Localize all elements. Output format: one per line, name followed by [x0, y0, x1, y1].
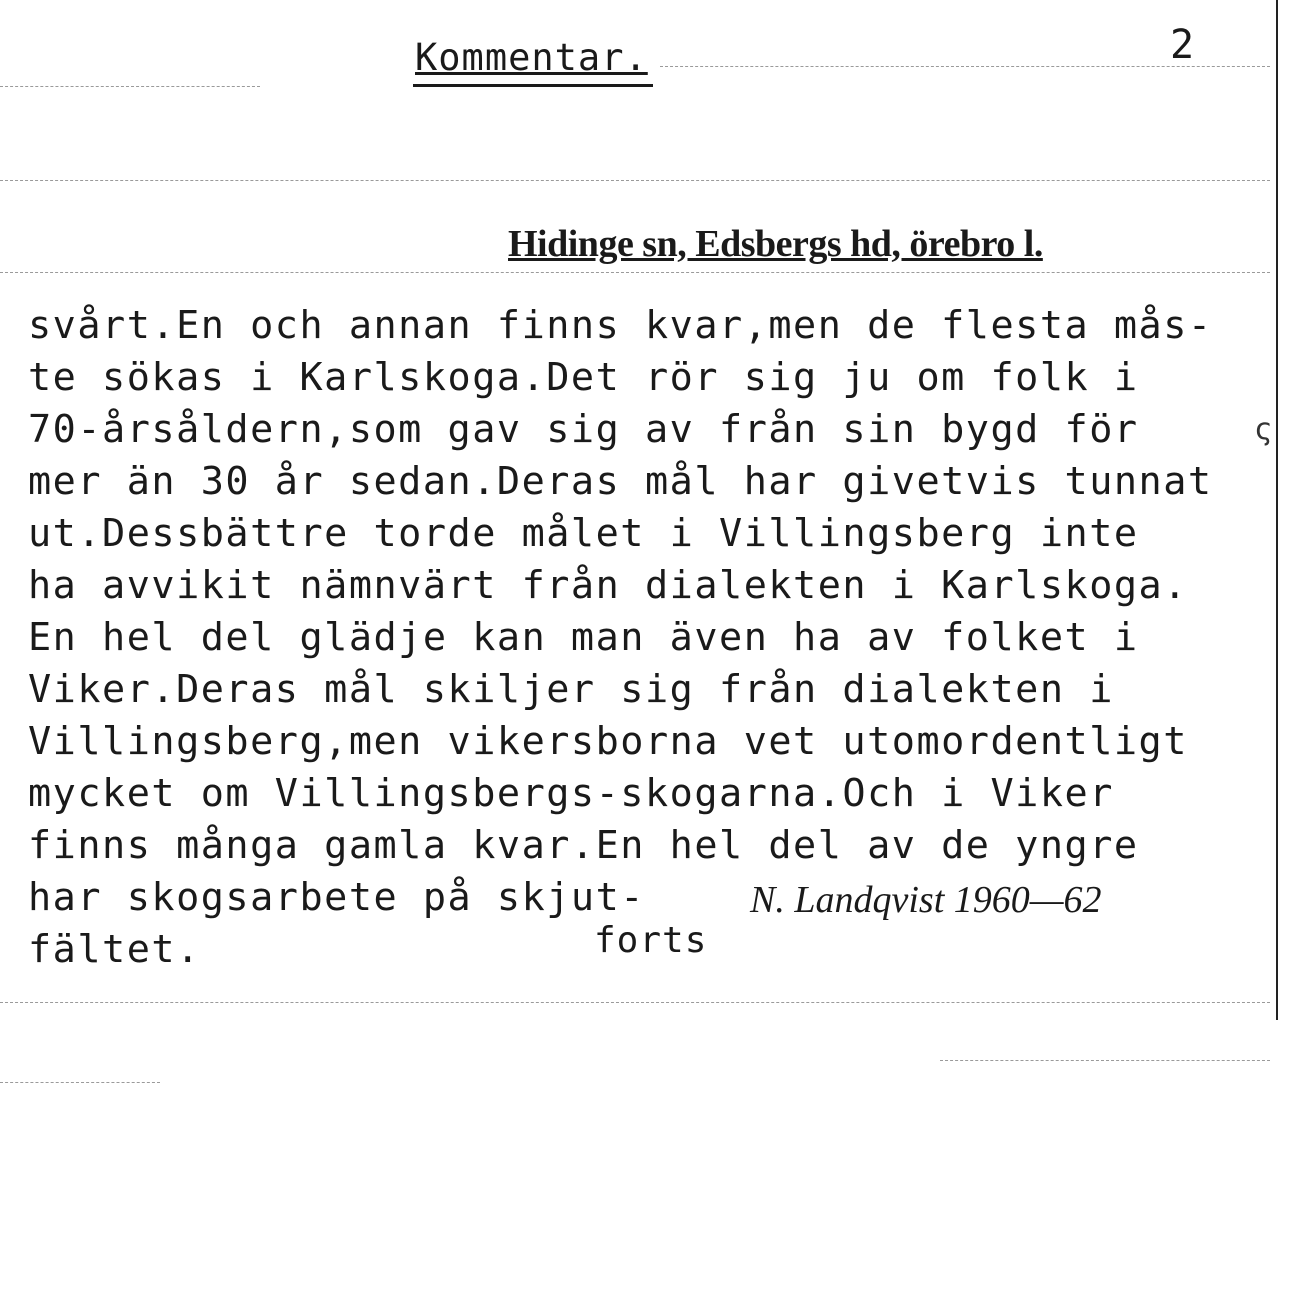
text-line: Villingsberg,men vikersborna vet utomordentligt — [28, 719, 1188, 764]
text-line: ut.Dessbättre torde målet i Villingsberg inte — [28, 511, 1139, 556]
text-line: mycket om Villingsbergs-skogarna.Och i Viker — [28, 771, 1114, 816]
location-stamp: Hidinge sn, Edsbergs hd, örebro l. — [508, 223, 1043, 265]
faint-ruled-line — [0, 1002, 1270, 1004]
text-line: Viker.Deras mål skiljer sig från dialekten i — [28, 667, 1114, 712]
card-right-edge — [1276, 0, 1278, 1020]
continuation-note: forts — [594, 920, 708, 961]
faint-ruled-line — [0, 86, 260, 88]
faint-ruled-line — [0, 1082, 160, 1084]
page-number: 2 — [1170, 22, 1195, 68]
text-line: 70-årsåldern,som gav sig av från sin bygd för — [28, 407, 1139, 452]
faint-ruled-line — [0, 272, 1270, 274]
signature-stamp: N. Landqvist 1960—62 — [750, 879, 1102, 921]
text-line: te sökas i Karlskoga.Det rör sig ju om folk i — [28, 355, 1139, 400]
text-line: finns många gamla kvar.En hel del av de yngre — [28, 823, 1139, 868]
typed-body-text — [28, 300, 1268, 976]
faint-ruled-line — [0, 180, 1270, 182]
text-line: svårt.En och annan finns kvar,men de flesta mås- — [28, 303, 1213, 348]
heading: Kommentar. — [415, 36, 648, 79]
text-line: har skogsarbete på skjut- — [28, 875, 645, 920]
text-line: ha avvikit nämnvärt från dialekten i Karlskoga. — [28, 563, 1188, 608]
heading-underline — [413, 84, 653, 87]
faint-ruled-line — [940, 1060, 1270, 1062]
text-line: mer än 30 år sedan.Deras mål har givetvis tunnat — [28, 459, 1213, 504]
text-line: En hel del glädje kan man även ha av folket i — [28, 615, 1139, 660]
text-line: fältet. — [28, 927, 201, 972]
margin-mark: ς — [1254, 412, 1273, 447]
